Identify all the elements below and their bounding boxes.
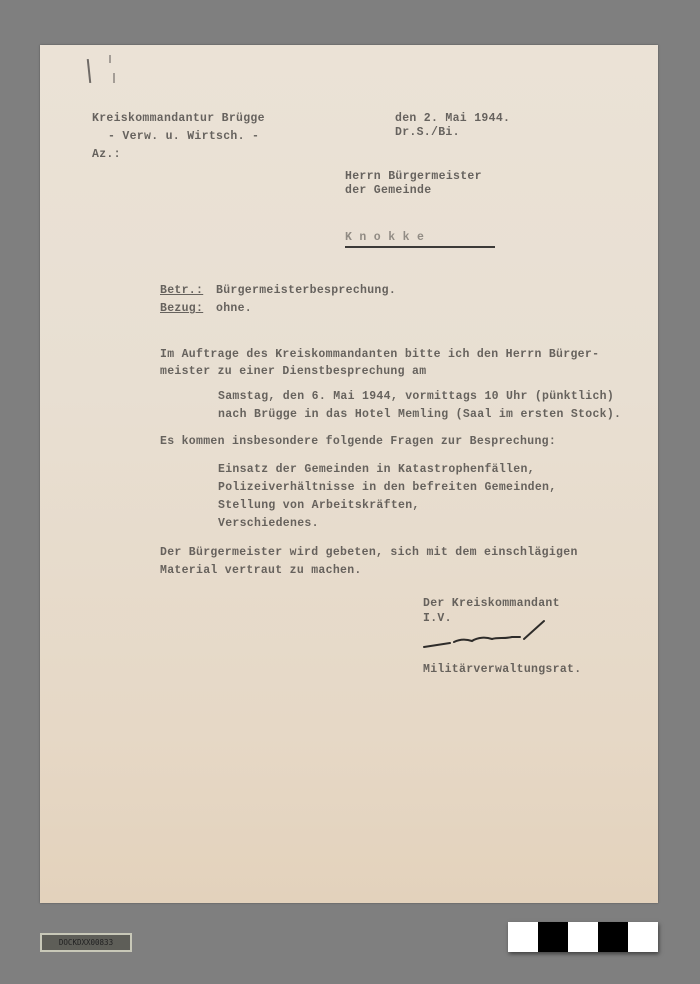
closing-title: Der Kreiskommandant [423,597,560,610]
body-paragraph-3: Material vertraut zu machen. [160,564,362,577]
scale-black-block [538,922,568,952]
archive-id-label: DOCKDXX00833 [40,933,132,952]
scale-white-block [568,922,598,952]
body-paragraph-1: meister zu einer Dienstbesprechung am [160,365,427,378]
topic-item: Einsatz der Gemeinden in Katastrophenfällen, [218,463,535,476]
topic-item: Polizeiverhältnisse in den befreiten Gemeinden, [218,481,557,494]
recipient-line2: der Gemeinde [345,184,432,197]
closing-iv: I.V. [423,612,452,625]
topics-intro: Es kommen insbesondere folgende Fragen zur Besprechung: [160,435,557,448]
meeting-location: nach Brügge in das Hotel Memling (Saal im ersten Stock). [218,408,622,421]
document-page [40,45,658,903]
signature [420,617,550,653]
date-line: den 2. Mai 1944. [395,112,511,125]
meeting-date: Samstag, den 6. Mai 1944, vormittags 10 Uhr (pünktlich) [218,390,615,403]
reference-value: ohne. [216,302,253,315]
reference-label: Az.: [92,148,121,161]
recipient-line1: Herrn Bürgermeister [345,170,482,183]
pencil-mark [113,73,115,83]
initials: Dr.S./Bi. [395,126,460,139]
body-paragraph-3: Der Bürgermeister wird gebeten, sich mit dem einschlägigen [160,546,578,559]
sender-office: Kreiskommandantur Brügge [92,112,265,125]
scale-white-block [628,922,658,952]
topic-item: Verschiedenes. [218,517,319,530]
closing-rank: Militärverwaltungsrat. [423,663,582,676]
topic-item: Stellung von Arbeitskräften, [218,499,420,512]
body-paragraph-1: Im Auftrage des Kreiskommandanten bitte ich den Herrn Bürger- [160,348,600,361]
pencil-mark [109,55,111,63]
subject-label: Betr.: [160,284,204,297]
sender-department: - Verw. u. Wirtsch. - [108,130,260,143]
pencil-mark [87,59,91,83]
subject-value: Bürgermeisterbesprechung. [216,284,397,297]
scale-white-block [508,922,538,952]
reference-label: Bezug: [160,302,204,315]
color-scale-bar [508,922,658,952]
place-underline [345,246,495,248]
recipient-place: K n o k k e [345,231,425,244]
scale-black-block [598,922,628,952]
